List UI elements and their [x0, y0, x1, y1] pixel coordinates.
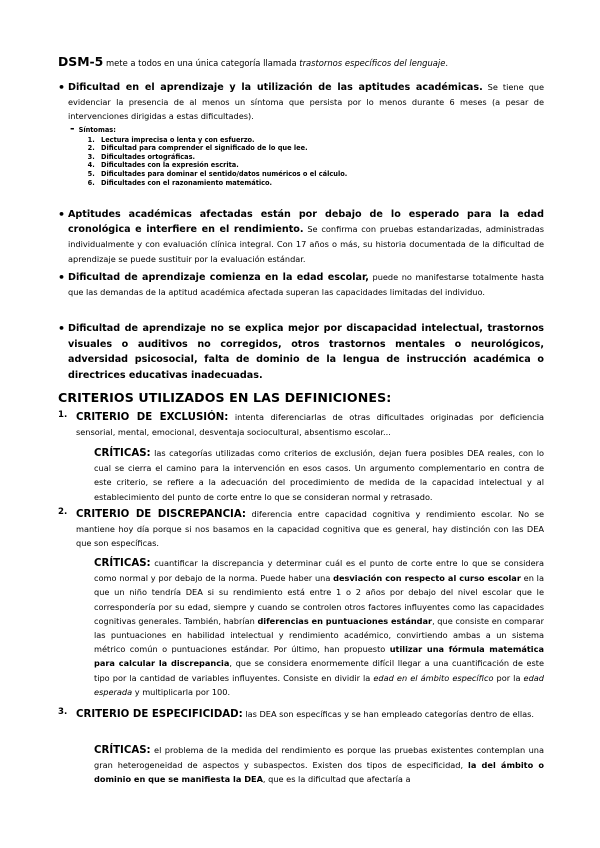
critica-text-2: en la que un niño tendría DEA si su rendimiento está entre 1 o 2 años por debajo del nivel escolar que le correspondería por su edad, siempre y cuando se controlen otros factores influyentes como las capacidades cognitivas generales. También, habrían	[94, 573, 544, 626]
bullet-lead: Dificultad de aprendizaje comienza en la edad escolar,	[68, 272, 369, 283]
critica-text-1: desviación con respecto al curso escolar	[333, 573, 521, 584]
bullet-lead: Aptitudes académicas afectadas están por debajo de lo esperado para la edad cronológica e interfiere en el rendimiento.	[68, 209, 544, 236]
dsm-intro-end: .	[445, 58, 449, 68]
criterion-text: diferencia entre capacidad cognitiva y rendimiento escolar. No se mantiene hoy día porque si nos basamos en la capacidad cognitiva que es general, hay distinción con las DEA que son específicas.	[76, 509, 544, 549]
bullet-item	[58, 270, 544, 299]
bullet-text: Se tiene que evidenciar la presencia de al menos un síntoma que persista por lo menos durante 6 meses (a pesar de intervenciones dirigidas a estas dificultades).	[68, 82, 544, 122]
symptoms-title: Síntomas:	[78, 126, 116, 134]
criterion-item	[58, 507, 544, 551]
critica-text-9: edad esperada	[94, 672, 544, 697]
critica-block	[94, 446, 544, 504]
criterion-lead: CRITERIO DE DISCREPANCIA:	[76, 509, 246, 520]
symptoms-list	[70, 122, 370, 187]
section-title: CRITERIOS UTILIZADOS EN LAS DEFINICIONES:	[58, 390, 392, 405]
bullet-item	[58, 80, 544, 124]
criterion-text: intenta diferenciarlas de otras dificultades originadas por deficiencia sensorial, mental, emocional, desventaja sociocultural, absentismo escolar...	[76, 412, 544, 438]
critica-text-5: utilizar una fórmula matemática para calcular la discrepancia	[94, 644, 544, 669]
bullet-text: Se confirma con pruebas estandarizadas, administradas individualmente y con evaluación clínica integral. Con 17 años o más, su historia documentada de la dificultad de aprendizaje se puede sustituir por la evaluación estándar.	[68, 224, 544, 264]
bullet-lead: Dificultad en el aprendizaje y la utilización de las aptitudes académicas.	[68, 82, 483, 93]
critica-text-4: , que consiste en comparar las puntuaciones en habilidad intelectual y rendimiento académico, convirtiendo ambas a un sistema métrico común o puntuaciones estándar. Por último, han propuesto	[94, 615, 544, 655]
bullet-dot-icon: •	[58, 208, 66, 221]
list-item: 3. Dificultades ortográficas.	[97, 153, 370, 162]
bullet-dot-icon: •	[58, 271, 66, 284]
criterion-number: 1.	[58, 410, 68, 420]
critica-text-2: , que es la dificultad que afectaría a	[262, 774, 411, 785]
list-item: 5. Dificultades para dominar el sentido/datos numéricos o el cálculo.	[97, 170, 370, 179]
criterion-number: 2.	[58, 507, 68, 517]
critica-text-7: edad en el ámbito específico	[373, 672, 494, 683]
criterion-text: las DEA son específicas y se han empleado categorías dentro de ellas.	[242, 709, 535, 719]
list-item: 4. Dificultades con la expresión escrita.	[97, 161, 370, 170]
critica-text-1: la del ámbito o dominio en que se manifiesta la DEA	[94, 760, 544, 785]
critica-text-8: por la	[493, 672, 524, 683]
criterion-item	[58, 410, 544, 439]
criterion-lead: CRITERIO DE EXCLUSIÓN:	[76, 412, 229, 423]
bullet-item	[58, 207, 544, 266]
bullet-text: puede no manifestarse totalmente hasta que las demandas de la aptitud académica afectada superan las capacidades limitadas del individuo.	[68, 272, 545, 298]
bullet-dot-icon: •	[58, 81, 66, 94]
criterion-lead: CRITERIO DE ESPECIFICIDAD:	[76, 709, 243, 720]
critica-text-0: cuantificar la discrepancia y determinar cuál es el punto de corte entre lo que se considera como normal y por debajo de la norma. Puede haber una	[94, 558, 544, 584]
critica-text-10: y multiplicarla por 100.	[132, 686, 231, 697]
dsm-intro-text: mete a todos en una única categoría llamada	[103, 58, 300, 68]
dsm-term: trastornos específicos del lenguaje	[299, 58, 446, 68]
dash-icon: -	[70, 122, 75, 135]
critica-text-6: , que se considera enormemente difícil llegar a una cuantificación de este tipo por la cantidad de variables influyentes. Consiste en dividir la	[94, 658, 544, 683]
dsm-intro	[58, 55, 558, 70]
critica-lead: CRÍTICAS:	[94, 745, 151, 756]
bullet-dot-icon: •	[58, 322, 66, 335]
critica-block	[94, 556, 544, 699]
critica-text-0: el problema de la medida del rendimiento es porque las pruebas existentes contemplan una gran heterogeneidad de aspectos y subaspectos. Existen dos tipos de especificidad,	[94, 745, 544, 771]
list-item: 1. Lectura imprecisa o lenta y con esfuerzo.	[97, 136, 370, 145]
list-item: 6. Dificultades con el razonamiento matemático.	[97, 179, 370, 188]
dsm-label: DSM-5	[58, 54, 104, 69]
critica-text: las categorías utilizadas como criterios de exclusión, dejan fuera posibles DEA reales, con lo cual se cierra el camino para la intervención en esos casos. Un argumento complementario en contra de este criterio, se refiere a la adecuación del procedimiento de medida de la capacidad intelectual y al establecimiento del punto de corte entre lo que se consideran normal y retrasado.	[94, 448, 544, 502]
list-item: 2. Dificultad para comprender el significado de lo que lee.	[97, 144, 370, 153]
bullet-item	[58, 321, 544, 383]
critica-text-3: diferencias en puntuaciones estándar	[257, 615, 433, 626]
critica-block	[94, 743, 544, 787]
criterion-number: 3.	[58, 707, 68, 717]
critica-lead: CRÍTICAS:	[94, 558, 151, 569]
criterion-item	[58, 707, 544, 722]
bullet-lead: Dificultad de aprendizaje no se explica mejor por discapacidad intelectual, trastornos visuales o auditivos no corregidos, otros trastornos mentales o neurológicos, adversidad psicosocial, falta de dominio de la lengua de instrucción académica o directrices educativas inadecuadas.	[68, 323, 544, 381]
critica-lead: CRÍTICAS:	[94, 448, 151, 459]
